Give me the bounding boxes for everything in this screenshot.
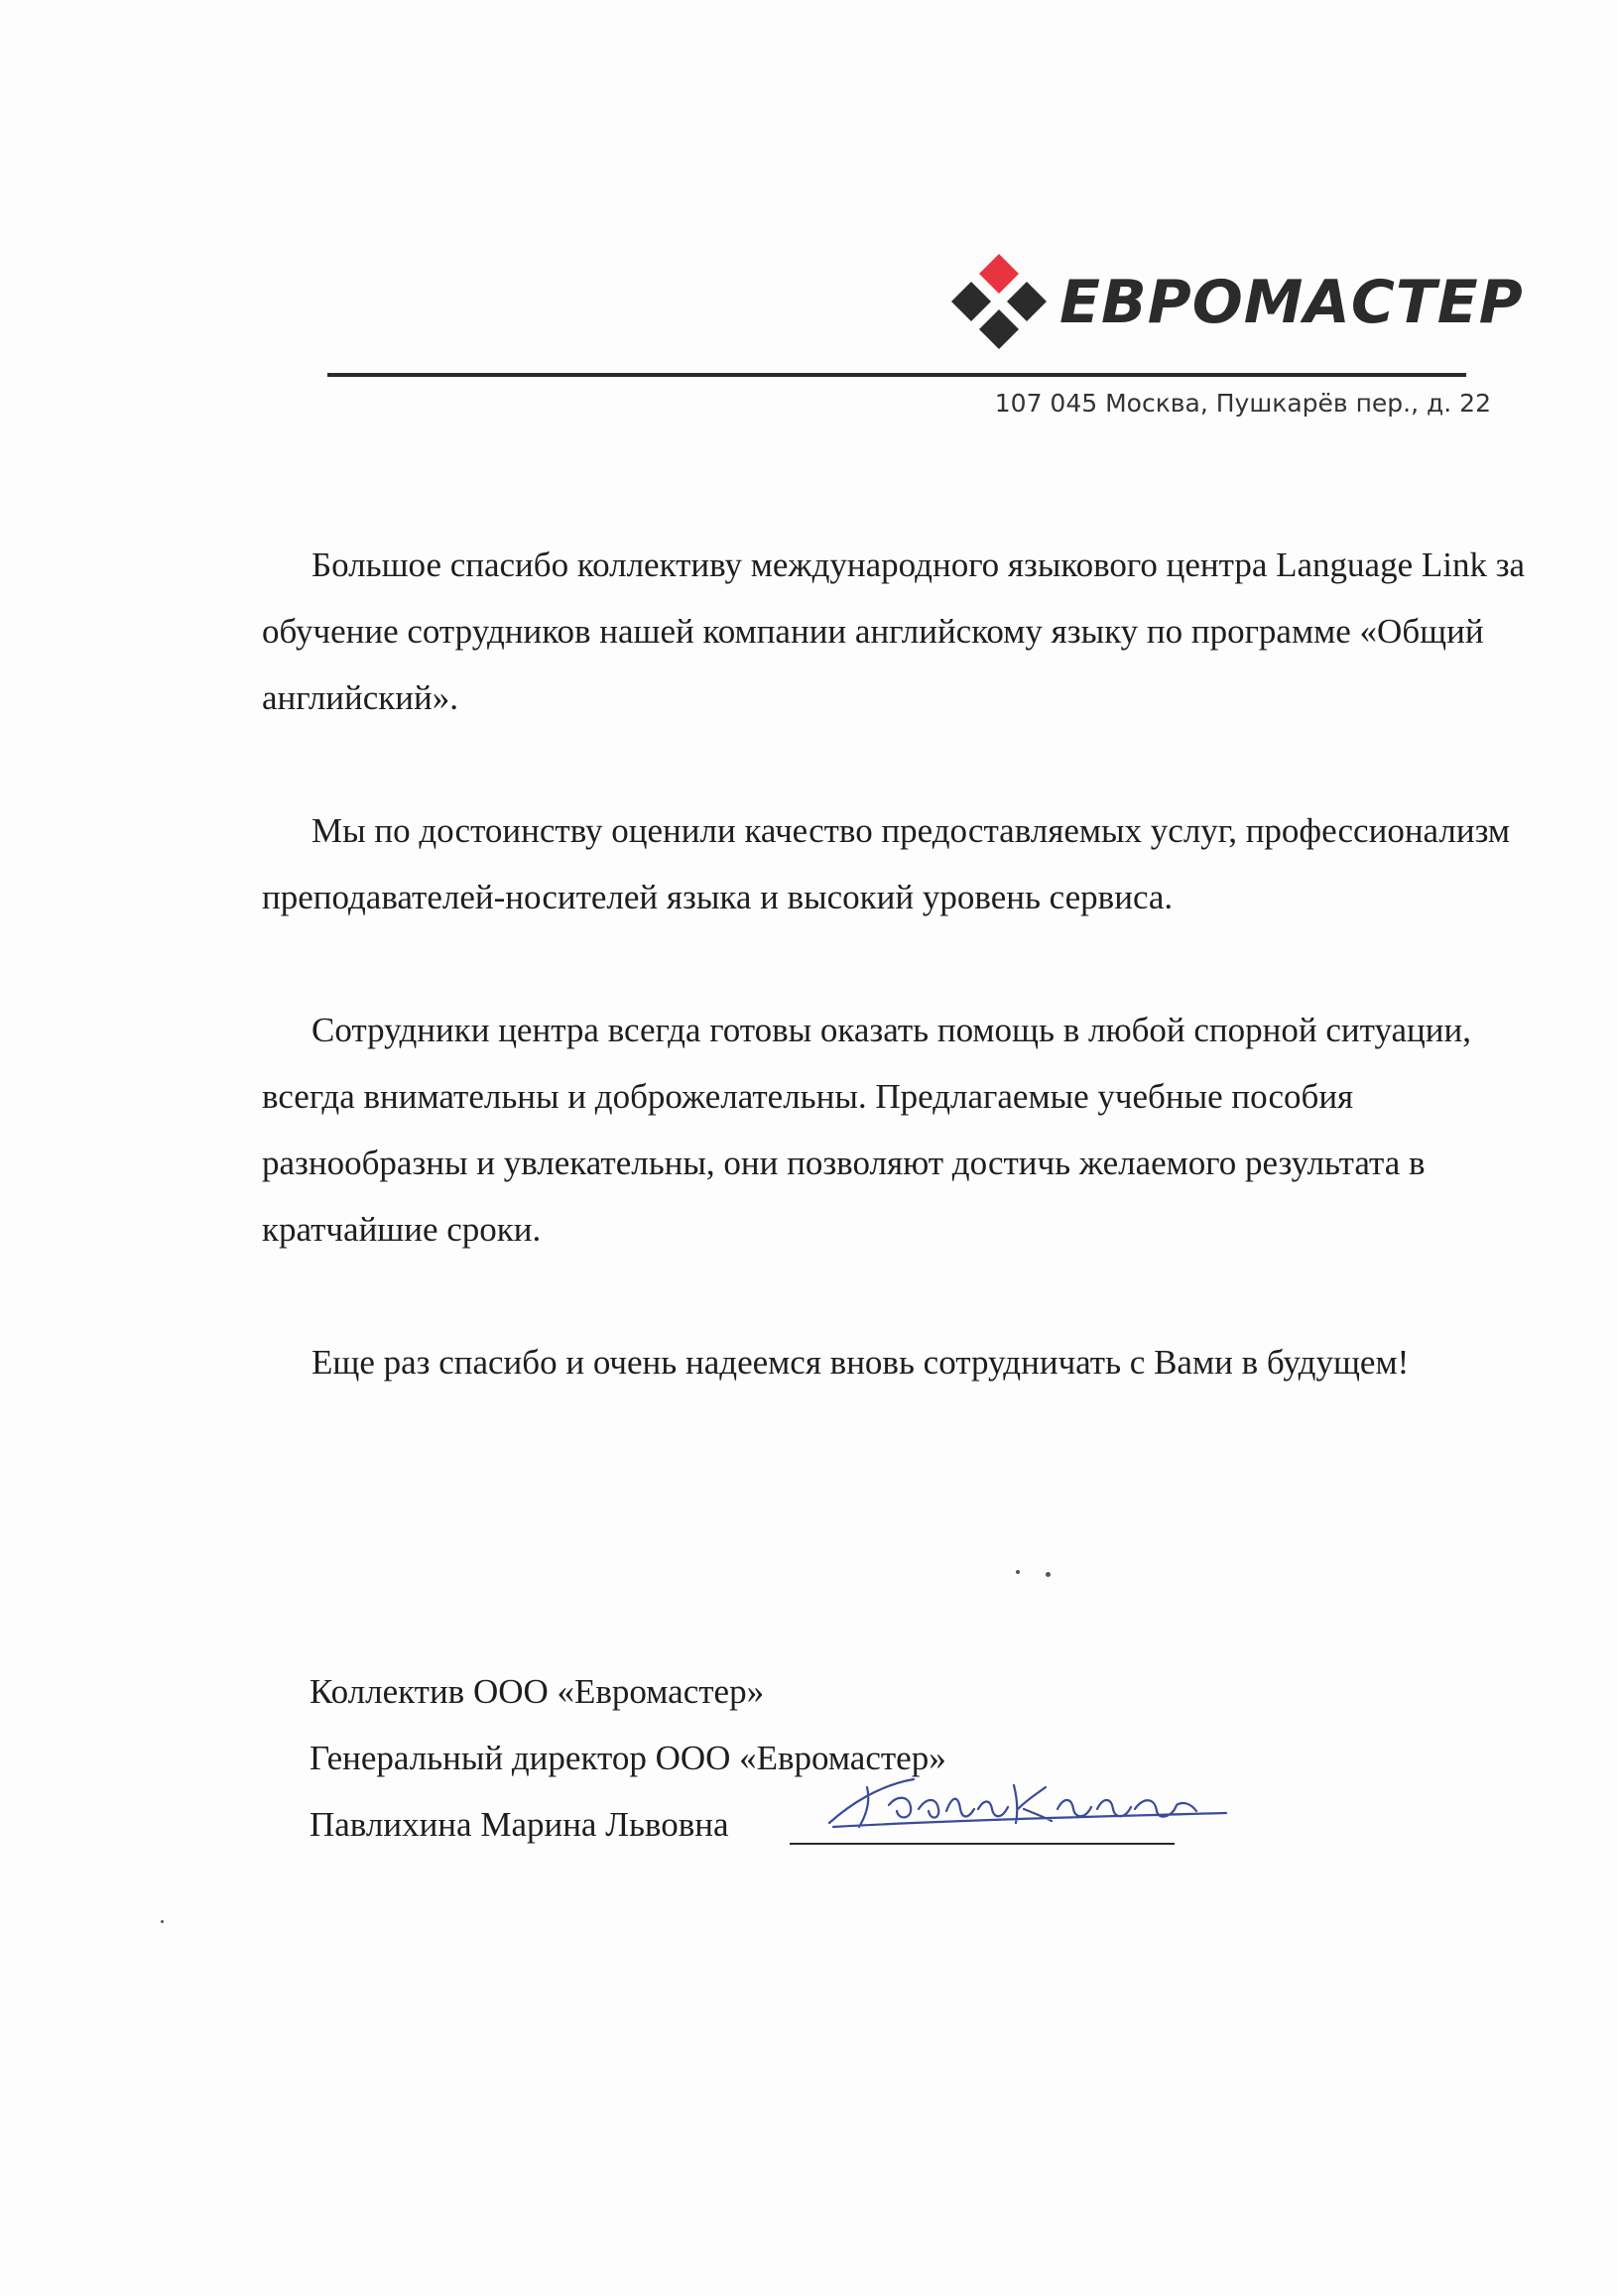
speck-mark bbox=[161, 1920, 164, 1923]
company-logo bbox=[944, 248, 1524, 357]
company-logo-text: ЕВРОМАСТЕР bbox=[1059, 268, 1524, 337]
signature-line bbox=[790, 1843, 1175, 1845]
signature-team: Коллектив ООО «Евромастер» bbox=[310, 1672, 765, 1711]
letter-paragraph: Большое спасибо коллективу международного языкового центра Language Link за обучение сотрудников нашей компании английскому языку по программе «Общий английский». bbox=[262, 545, 1526, 717]
speck-mark bbox=[1046, 1572, 1051, 1577]
letter-paragraph: Еще раз спасибо и очень надеемся вновь сотрудничать с Вами в будущем! bbox=[311, 1343, 1410, 1382]
letter-paragraph: Мы по достоинству оценили качество предоставляемых услуг, профессионализм преподавателей-носителей языка и высокий уровень сервиса. bbox=[262, 811, 1511, 916]
letter-paragraph: Сотрудники центра всегда готовы оказать помощь в любой спорной ситуации, всегда внимательны и доброжелательны. Предлагаемые учебные пособия разнообразны и увлекательны, они позволяют достичь желаемого результата в кратчайшие сроки. bbox=[262, 1011, 1471, 1249]
signature-name: Павлихина Марина Львовна bbox=[310, 1805, 729, 1844]
signature-position: Генеральный директор ООО «Евромастер» bbox=[310, 1739, 946, 1777]
diamond-logo-icon bbox=[944, 248, 1054, 357]
header-divider bbox=[327, 373, 1466, 377]
handwritten-signature bbox=[819, 1765, 1236, 1835]
speck-mark bbox=[1016, 1570, 1020, 1574]
company-address: 107 045 Москва, Пушкарёв пер., д. 22 bbox=[994, 389, 1491, 418]
letter-body bbox=[262, 532, 1552, 1462]
